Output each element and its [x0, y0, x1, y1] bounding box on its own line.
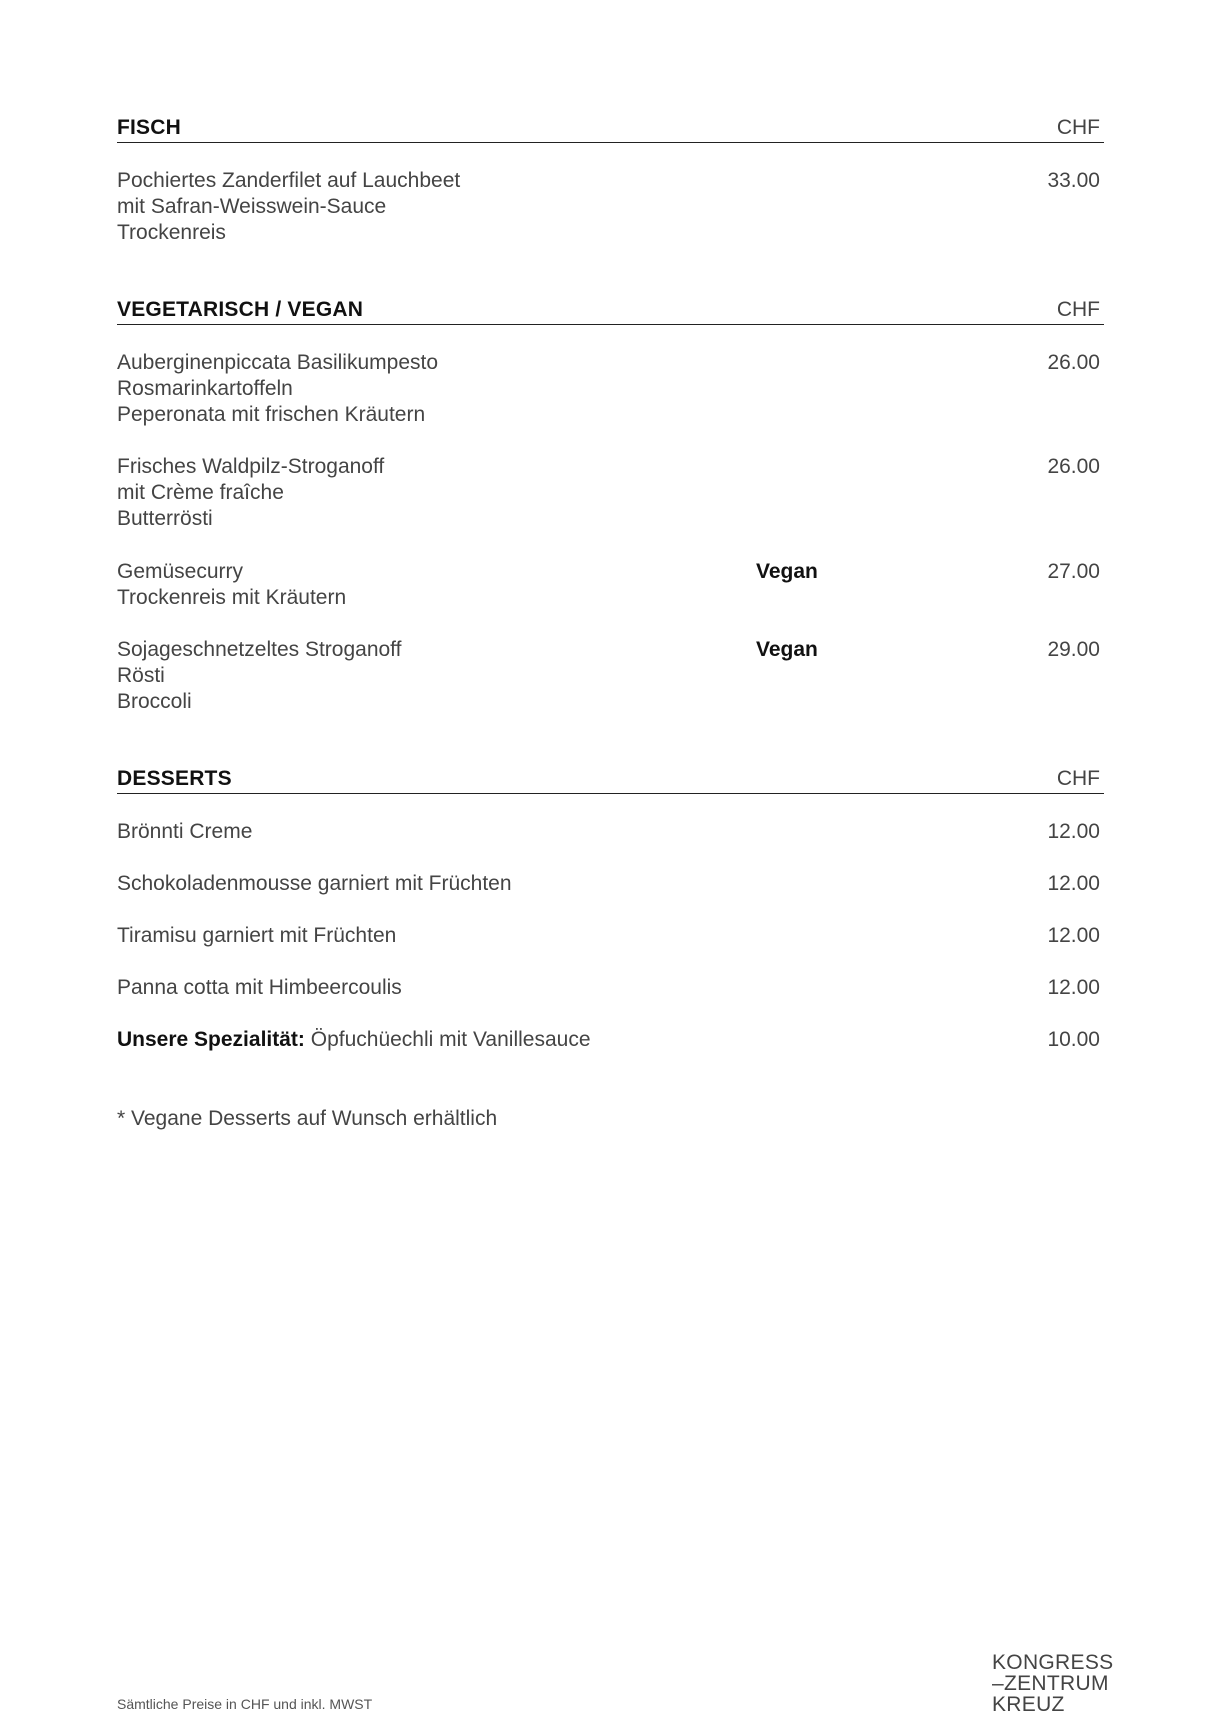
menu-item [117, 637, 1104, 715]
menu-item [117, 923, 1104, 949]
item-price: 12.00 [1047, 976, 1100, 999]
logo-line: KREUZ [992, 1693, 1065, 1716]
vegan-badge: Vegan [756, 638, 818, 661]
item-line: Sojageschnetzeltes Stroganoff [117, 638, 402, 661]
item-price: 12.00 [1047, 872, 1100, 895]
menu-item [117, 819, 1104, 845]
menu-item [117, 975, 1104, 1001]
item-line: Butterrösti [117, 507, 213, 530]
item-line [117, 1027, 1104, 1053]
logo [992, 1652, 1122, 1715]
section-header [117, 296, 1104, 325]
section-header [117, 765, 1104, 794]
specialty-dish: Öpfuchüechli mit Vanillesauce [304, 1028, 591, 1051]
section-currency: CHF [1056, 298, 1100, 321]
vegan-desserts-note: * Vegane Desserts auf Wunsch erhältlich [117, 1107, 498, 1130]
logo-line: KONGRESS [992, 1651, 1114, 1674]
section-header [117, 114, 1104, 143]
item-price: 27.00 [1047, 560, 1100, 583]
item-line: Auberginenpiccata Basilikumpesto [117, 351, 439, 374]
logo-line: –ZENTRUM [992, 1672, 1109, 1695]
menu-item [117, 454, 1104, 532]
item-price: 12.00 [1047, 924, 1100, 947]
item-price: 26.00 [1047, 351, 1100, 374]
section-currency: CHF [1056, 116, 1100, 139]
item-price: 29.00 [1047, 638, 1100, 661]
item-line: Frisches Waldpilz-Stroganoff [117, 455, 385, 478]
item-line: Gemüsecurry [117, 560, 244, 583]
item-line: Trockenreis [117, 221, 226, 244]
section-title: VEGETARISCH / VEGAN [117, 298, 364, 321]
item-line: mit Crème fraîche [117, 481, 284, 504]
section-title: DESSERTS [117, 767, 232, 790]
section-fisch [117, 114, 1104, 244]
specialty-label: Unsere Spezialität: [117, 1028, 305, 1051]
item-line: mit Safran-Weisswein-Sauce [117, 195, 387, 218]
item-price: 10.00 [1047, 1028, 1100, 1051]
footer-price-note: Sämtliche Preise in CHF und inkl. MWST [117, 1696, 373, 1712]
item-line: Panna cotta mit Himbeercoulis [117, 976, 402, 999]
section-desserts [117, 765, 1104, 1051]
item-line: Trockenreis mit Kräutern [117, 586, 347, 609]
item-line: Peperonata mit frischen Kräutern [117, 403, 426, 426]
item-line: Broccoli [117, 690, 192, 713]
section-currency: CHF [1056, 767, 1100, 790]
vegan-badge: Vegan [756, 560, 818, 583]
item-line: Tiramisu garniert mit Früchten [117, 924, 397, 947]
item-line: Rosmarinkartoffeln [117, 377, 293, 400]
menu-item [117, 350, 1104, 428]
item-price: 33.00 [1047, 169, 1100, 192]
menu-item [117, 871, 1104, 897]
item-price: 26.00 [1047, 455, 1100, 478]
menu-item [117, 168, 1104, 246]
menu-item [117, 1027, 1104, 1053]
section-title: FISCH [117, 116, 181, 139]
item-line: Brönnti Creme [117, 820, 253, 843]
menu-item [117, 559, 1104, 611]
item-line: Pochiertes Zanderfilet auf Lauchbeet [117, 169, 461, 192]
item-price: 12.00 [1047, 820, 1100, 843]
item-line: Rösti [117, 664, 165, 687]
section-vegetarisch-vegan [117, 296, 1104, 713]
item-line: Schokoladenmousse garniert mit Früchten [117, 872, 512, 895]
